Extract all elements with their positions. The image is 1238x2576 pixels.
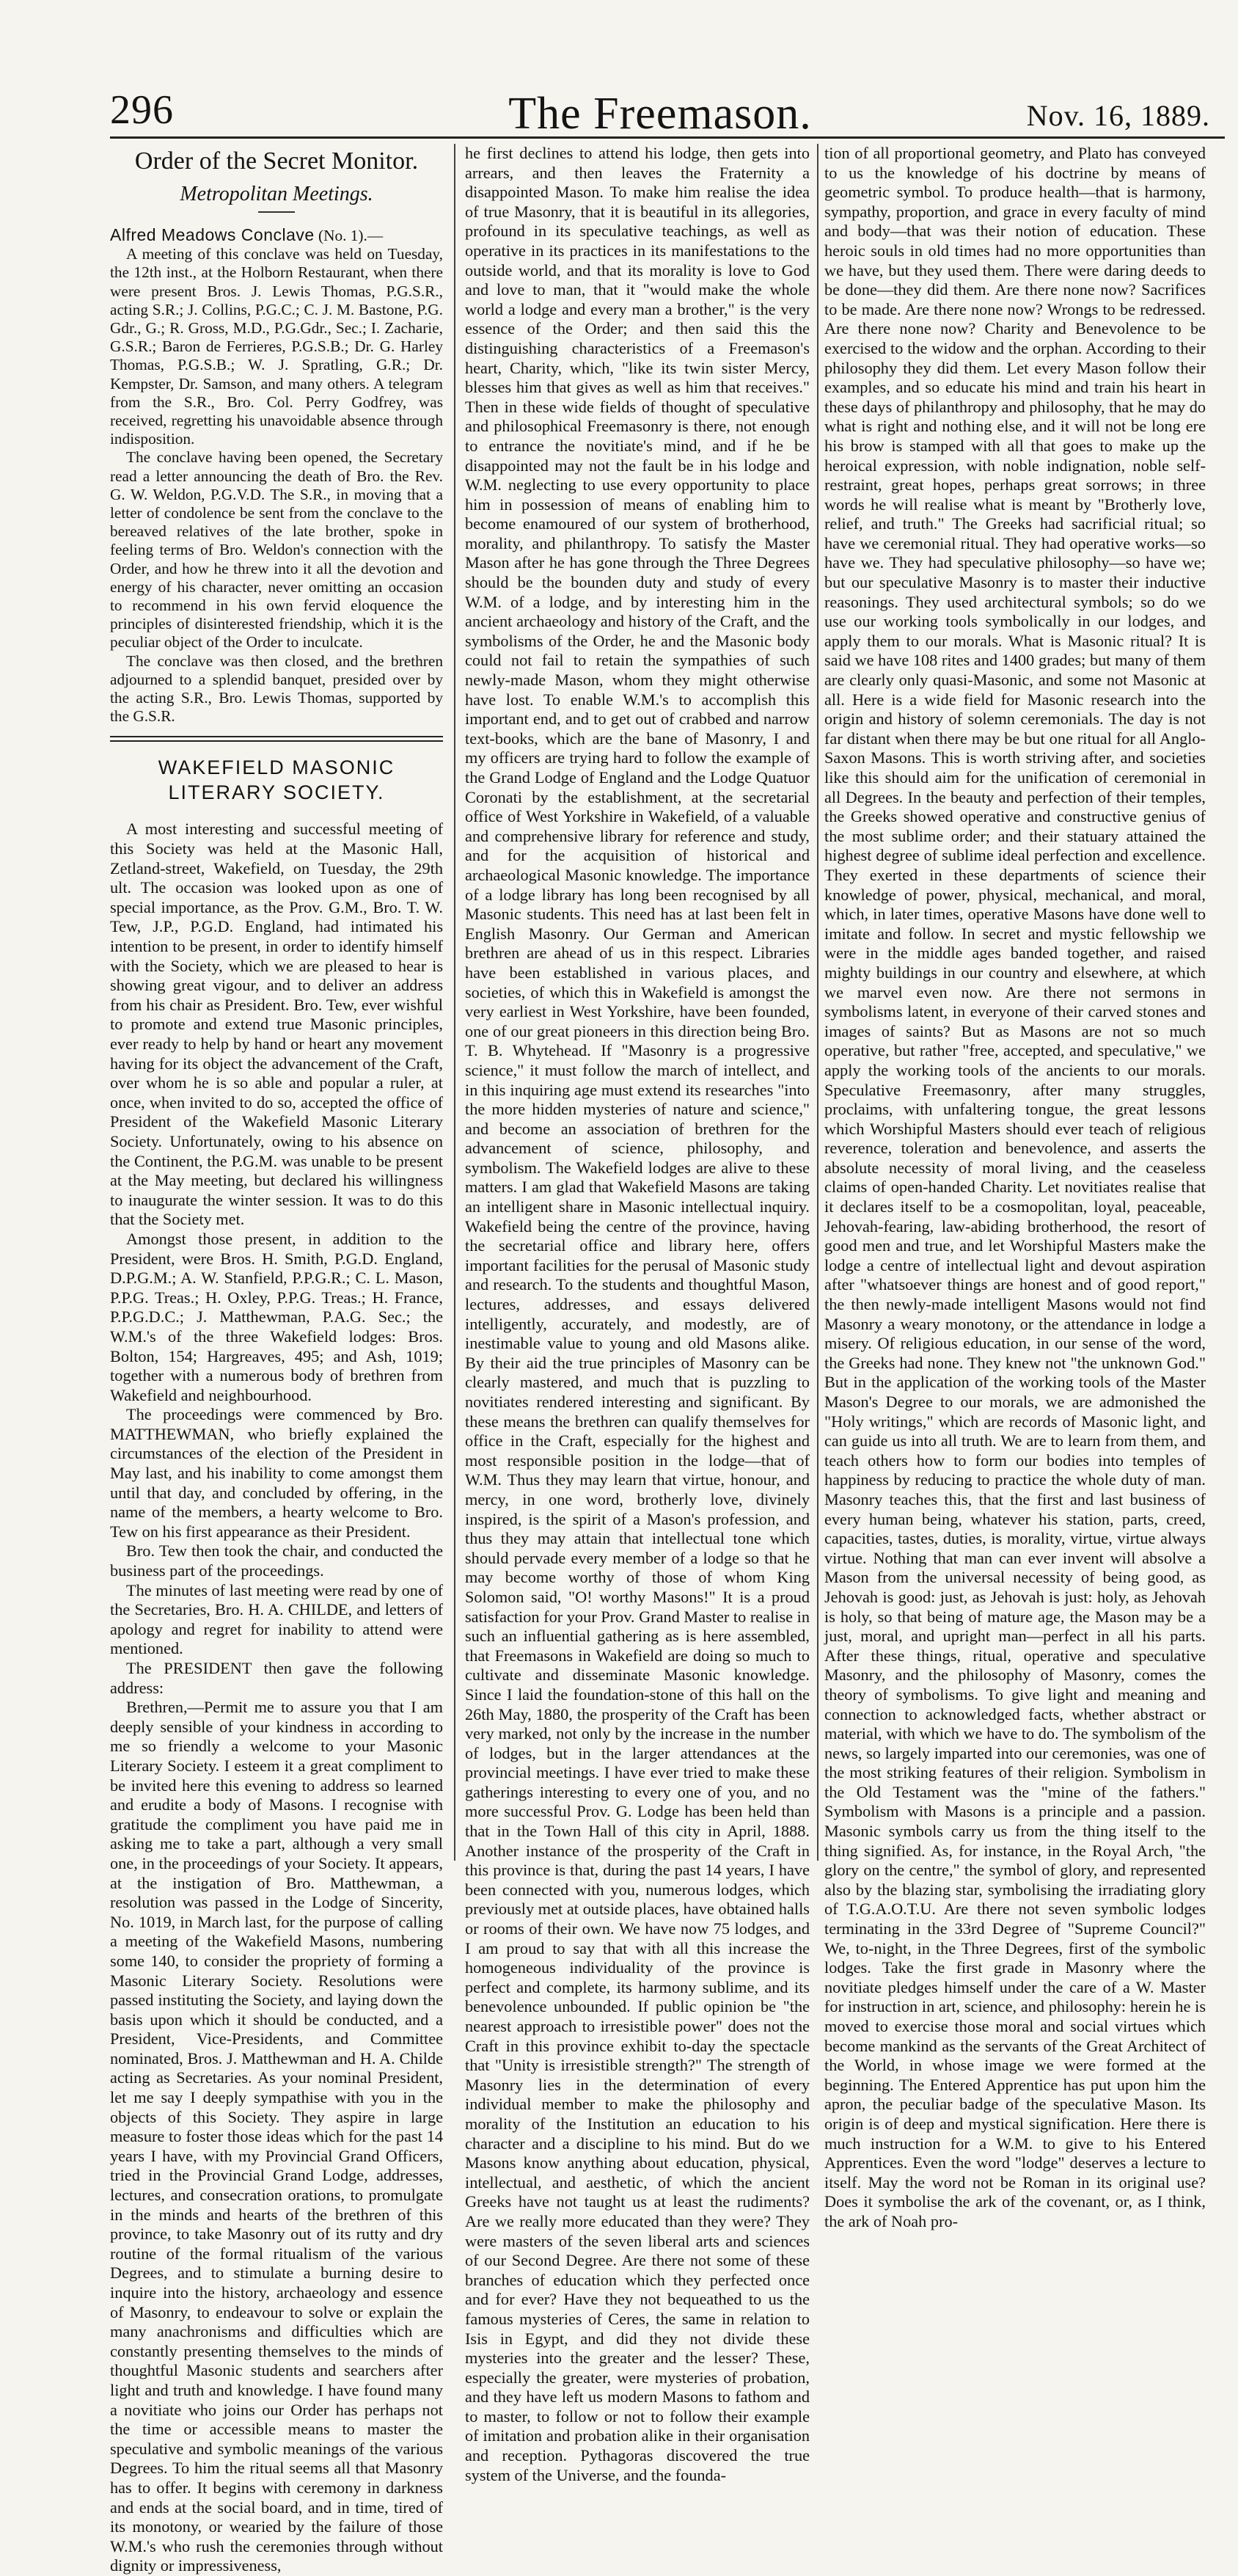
page-number: 296 (110, 87, 174, 133)
short-rule (258, 211, 295, 213)
section-subtitle: Metropolitan Meetings. (180, 183, 373, 205)
column-3 (824, 144, 1206, 2230)
header-rule (110, 136, 1225, 139)
report-intro (110, 226, 443, 245)
column-divider (454, 144, 455, 1861)
paragraph: The conclave was then closed, and the brethren adjourned to a splendid banquet, presided over by the acting S.R., Bro. Lewis Thomas, supported by the G.S.R. (110, 652, 443, 726)
publication-title: The Freemason. (508, 89, 812, 139)
paragraph: A meeting of this conclave was held on Tuesday, the 12th inst., at the Holborn Restaurant, when there were present Bros. J. Lewis Thomas, P.G.S.R., acting S.R.; J. Collins, P.G.C.; C. J. M. Bastone, P.G. Gdr., G.; R. Gross, M.D., P.G.Gdr., Sec.; I. Zacharie, G.S.R.; Baron de Ferrieres, P.G.S.B.; Dr. G. Harley Thomas, P.G.S.B.; W. J. Spratling, G.R.; Dr. Kempster, Dr. Samson, and many others. A telegram from the S.R., Bro. Col. Perry Godfrey, was received, regretting his unavoidable absence through indisposition. (110, 245, 443, 448)
paragraph: tion of all proportional geometry, and Plato has conveyed to us the knowledge of his doctrine by means of geometric symbol. To produce health—that is harmony, sympathy, proportion, and grace in every faculty of mind and body—that was their notion of education. These heroic souls in old times had no more opportunities than we have, but they used them. There were daring deeds to be done—they did them. Are there none now? Sacrifices to be made. Are there none now? Wrongs to be redressed. Are there none now? Charity and Benevolence to be exercised to the widow and the orphan. According to their philosophy they did them. Let every Mason follow their examples, and so educate his mind and train his heart in these days of philanthropy and philosophy, that he may do what is right and nothing else, and it will not be long ere his brow is stamped with all that goes to make up the heroical expression, with noble indignation, noble self-restraint, great hopes, perhaps great sorrows; in three words he will realise what is meant by "Brotherly love, relief, and truth." The Greeks had sacrificial ritual; so have we ceremonial ritual. They had operative works—so have we. They had speculative philosophy—so have we; but our speculative Masonry is to master their inductive reasonings. They used architectural symbols; so do we use our working tools symbolically in our lodges, and apply them to our morals. What is Masonic ritual? It is said we have 108 rites and 1400 grades; but many of them are clearly only quasi-Masonic, and some not Masonic at all. Here is a wide field for Masonic research into the origin and history of solemn ceremonials. The day is not far distant when there may be but one ritual for all Anglo-Saxon Masons. This is worth striving after, and societies like this should aim for the unification of ceremonial in all Degrees. In the beauty and perfection of their temples, the Greeks showed operative and constructive genius of the most sublime order; and their statuary attained the highest degree of sublime ideal perfection and excellence. They exerted in these departments of science their knowledge of power, physical, mechanical, and moral, which, in later times, operative Masons have done well to imitate and follow. In secret and mystic fellowship we were in the middle ages banded together, and raised mighty buildings in our country and elsewhere, at which we marvel even now. Are there not sermons in symbolisms latent, in everyone of their carved stones and images of saints? But as Masons are not so much operative, but rather "free, accepted, and speculative," we apply the working tools of the ancients to our morals. Speculative Freemasonry, after many struggles, proclaims, with unfaltering tongue, the great lessons which Worshipful Masters should ever teach of religious reverence, toleration and benevolence, and asserts the absolute necessity of moral living, and the ceaseless claims of open-handed Charity. Let novitiates realise that it declares itself to be a cosmopolitan, loyal, peaceable, Jehovah-fearing, law-abiding brotherhood, the resort of good men and true, and let Worshipful Masters make the lodge a centre of intellectual light and devout aspiration after "whatsoever things are honest and of good report," the then newly-made intelligent Masons would not find Masonry a weary monotony, or the attendance in lodge a misery. Of religious education, in our sense of the word, the Greeks had none. They knew not "the unknown God." But in the application of the working tools of the Master Mason's Degree to our morals, we are admonished the "Holy writings," which are records of Masonic light, and can guide us into all truth. We are to learn from them, and teach others how to form our bodies into temples of happiness by reducing to practice the whole duty of man. Masonry teaches this, that the first and last business of every human being, whatever his station, parts, creed, capacities, tastes, duties, is morality, virtue, virtue always virtue. Nothing that man can ever invent will absolve a Mason from the universal necessity of being good, as Jehovah is good: just, as Jehovah is just: holy, as Jehovah is holy, so that being of mature age, the Mason may be a just, moral, and upright man—perfect in all his parts. After these things, ritual, operative and speculative Masonry, and the philosophy of Masonry, comes the theory of symbolisms. To give light and meaning and connection to acknowledged facts, whether abstract or material, with which we have to do. The symbolism of the news, so largely imparted into our ceremonies, was one of the most striking features of their religion. Symbolism in the Old Testament was the "mine of the fathers." Symbolism with Masons is a principle and a passion. Masonic symbols carry us from the thing itself to the thing signified. As, for instance, in the Royal Arch, "the glory on the centre," the symbol of glory, and represented also by the blazing star, symbolising the irradiating glory of T.G.A.O.T.U. Are there not seven symbolic lodges terminating in the 33rd Degree of "Supreme Council?" We, to-night, in the Three Degrees, first of the symbolic lodges. Take the first grade in Masonry where the novitiate pledges himself under the care of a W. Master for instruction in art, science, and philosophy: herein he is moved to exercise those moral and social virtues which become mankind as the servants of the Great Architect of the World, in whose image we were formed at the beginning. The Entered Apprentice has put upon him the apron, the peculiar badge of the speculative Mason. Its origin is of deep and mystical signification. Here there is much instruction for a W.M. to give to his Entered Apprentices. Even the word "lodge" deserves a lecture to itself. May the word not be Roman in its original use? Does it symbolise the ark of the covenant, or, as I think, the ark of Noah pro- (824, 144, 1206, 2230)
paragraph: Bro. Tew then took the chair, and conducted the business part of the proceedings. (110, 1541, 443, 1580)
paragraph: Amongst those present, in addition to the President, were Bros. H. Smith, P.G.D. England, D.P.G.M.; A. W. Stanfield, P.P.G.R.; C. L. Mason, P.P.G. Treas.; H. Oxley, P.P.G. Treas.; H. France, P.P.G.D.C.; J. Matthewman, P.A.G. Sec.; the W.M.'s of the three Wakefield lodges: Bros. Bolton, 154; Hargreaves, 495; and Ash, 1019; together with a numerous body of brethren from Wakefield and neighbourhood. (110, 1229, 443, 1404)
column-1 (110, 144, 443, 2575)
article-title: WAKEFIELD MASONIC LITERARY SOCIETY. (158, 756, 395, 804)
paragraph: The minutes of last meeting were read by one of the Secretaries, Bro. H. A. CHILDE, and letters of apology and regret for inability to attend were mentioned. (110, 1580, 443, 1658)
paragraph: The proceedings were commenced by Bro. MATTHEWMAN, who briefly explained the circumstances of the election of the President in May last, and his inability to come amongst them until that day, and concluded by offering, in the name of the members, a hearty welcome to Bro. Tew on his first appearance as their President. (110, 1405, 443, 1541)
paragraph: he first declines to attend his lodge, then gets into arrears, and then leaves the Fraternity a disappointed Mason. To make him realise the idea of true Masonry, that it is beautiful in its allegories, profound in its speculative teachings, as well as operative in its practices in its manifestations to the outside world, and that its morality is love to God and love to man, that it "would make the whole world a lodge and every man a brother," is the very essence of the Order; and then said this the distinguishing characteristics of a Freemason's heart, Charity, which, "like its twin sister Mercy, blesses him that gives as well as him that receives." Then in these wide fields of thought of speculative and philosophical Freemasonry is there, not enough to entrance the novitiate's mind, and if he be disappointed may not the fault be in his lodge and W.M. neglecting to use every opportunity to place him in possession of means of enabling him to become enamoured of our system of brotherhood, morality, and philanthropy. To satisfy the Master Mason after he has gone through the Three Degrees should be the bounden duty and study of every W.M. of a lodge, and by interesting him in the ancient archaeology and history of the Craft, and the symbolisms of the Order, he and the Masonic body could not fail to retain the sympathies of such newly-made Mason, whom they might otherwise have lost. To enable W.M.'s to accomplish this important end, and to get out of crabbed and narrow text-books, which are the bane of Masonry, I and my officers are trying hard to follow the example of the Grand Lodge of England and the Lodge Quatuor Coronati by the establishment, at the secretarial office of West Yorkshire in Wakefield, of a valuable and comprehensive library for reference and study, and for the acquisition of historical and archaeological Masonic knowledge. The importance of a lodge library has long been recognised by all Masonic students. This need has at last been felt in English Masonry. Our German and American brethren are ahead of us in this respect. Libraries have been established in various places, and societies, of which this in Wakefield is amongst the very earliest in West Yorkshire, have been founded, one of our great pioneers in this direction being Bro. T. B. Whytehead. If "Masonry is a progressive science," it must follow the march of intellect, and in this inquiring age must extend its researches "into the more hidden mysteries of nature and science," and become an association of brethren for the advancement of science, philosophy, and symbolism. The Wakefield lodges are alive to these matters. I am glad that Wakefield Masons are taking an intelligent share in Masonic intellectual inquiry. Wakefield being the centre of the province, having the secretarial office and library here, offers important facilities for the perusal of Masonic study and research. To the students and thoughtful Mason, lectures, addresses, and essays delivered intelligently, accurately, and modestly, are of inestimable value to young and old Masons alike. By their aid the true principles of Masonry can be clearly mastered, and much that is puzzling to novitiates rendered interesting and significant. By these means the brethren can qualify themselves for office in the Craft, especially for the highest and most responsible position in the lodge—that of W.M. Thus they may learn that virtue, honour, and mercy, in one word, brotherly love, divinely inspired, is the spirit of a Mason's profession, and thus they may attain that intellectual tone which should pervade every member of a lodge so that he may become worthy of those of whom King Solomon said, "O! worthy Masons!" It is a proud satisfaction for your Prov. Grand Master to realise in such an influential gathering as is here assembled, that Freemasons in Wakefield are doing so much to cultivate and disseminate Masonic knowledge. Since I laid the foundation-stone of this hall on the 26th May, 1880, the prosperity of the Craft has been very marked, not only by the increase in the number of lodges, but in the larger attendances at the provincial meetings. I have ever tried to make these gatherings interesting to every one of you, and no more successful Prov. G. Lodge has been held than that in the Town Hall of this city in April, 1888. Another instance of the prosperity of the Craft in this province is that, during the past 14 years, I have been connected with you, numerous lodges, which previously met at outside places, have obtained halls or rooms of their own. We have now 75 lodges, and I am proud to say that with all this increase the homogeneous individuality of the province is perfect and complete, its harmony sublime, and its benevolence unbounded. If public opinion be "the nearest approach to irresistible power" does not the Craft in this province exhibit to-day the spectacle that "Unity is irresistible strength?" The strength of Masonry lies in the determination of every individual member to make the philosophy and morality of the Institution an education to his character and a discipline to his mind. But do we Masons know anything about education, physical, intellectual, and aesthetic, of which the ancient Greeks have not taught us at least the rudiments? Are we really more educated than they were? They were masters of the seven liberal arts and sciences of our Second Degree. Are there not some of these branches of education which they perfected once and for ever? Have they not bequeathed to us the famous mysteries of Ceres, the same in relation to Isis in Egypt, and did they not divide these mysteries into the greater and the lesser? These, especially the greater, were mysteries of probation, and they have left us modern Masons to fathom and to master, to follow or not to follow their example of imitation and probation alike in their organisation and reception. Pythagoras discovered the true system of the Universe, and the founda- (465, 144, 810, 2484)
issue-date: Nov. 16, 1889. (1026, 99, 1210, 132)
paragraph: The conclave having been opened, the Secretary read a letter announcing the death of Bro. the Rev. G. W. Weldon, P.G.V.D. The S.R., in moving that a letter of condolence be sent from the conclave to the bereaved relatives of the late brother, spoke in feeling terms of Bro. Weldon's connection with the Order, and how he threw into it all the devotion and energy of his character, never omitting an occasion to recommend in his own fervid eloquence the principles of disinterested friendship, which it is the peculiar object of the Order to inculcate. (110, 448, 443, 652)
column-2 (465, 144, 810, 2484)
paragraph: The PRESIDENT then gave the following address: (110, 1659, 443, 1697)
section-title: Order of the Secret Monitor. (134, 147, 419, 175)
article-separator (110, 736, 443, 742)
paragraph: Brethren,—Permit me to assure you that I am deeply sensible of your kindness in according to me so friendly a welcome to your Masonic Literary Society. I esteem it a great compliment to be invited here this evening to address so learned and erudite a body of Masons. I recognise with gratitude the compliment you have paid me in asking me to take a part, although a very small one, in the proceedings of your Society. It appears, at the instigation of Bro. Matthewman, a resolution was passed in the Lodge of Sincerity, No. 1019, in March last, for the purpose of calling a meeting of the Wakefield Masons, numbering some 140, to consider the propriety of forming a Masonic Literary Society. Resolutions were passed instituting the Society, and laying down the basis upon which it should be conducted, and a President, Vice-Presidents, and Committee nominated, Bros. J. Matthewman and H. A. Childe acting as Secretaries. As your nominal President, let me say I deeply sympathise with you in the objects of this Society. They aspire in large measure to foster those ideas which for the past 14 years I have, with my Provincial Grand Officers, tried in the Provincial Grand Lodge, addresses, lectures, and consecration orations, to promulgate in the minds and hearts of the brethren of this province, to take Masonry out of its rutty and dry routine of the formal ritualism of the various Degrees, and to stimulate a burning desire to inquire into the history, archaeology and essence of Masonry, to endeavour to solve or explain the many anachronisms and difficulties which are constantly presenting themselves to the minds of thoughtful Masonic students and searchers after light and truth and knowledge. I have found many a novitiate who joins our Order has perhaps not the time or accessible means to master the speculative and symbolic meanings of the various Degrees. To him the ritual seems all that Masonry has to offer. It begins with ceremony in darkness and ends at the social board, and in time, tired of its monotony, or wearied by the failure of those W.M.'s who rush the ceremonies through without dignity or impressiveness, (110, 1698, 443, 2575)
paragraph: A most interesting and successful meeting of this Society was held at the Masonic Hall, Zetland-street, Wakefield, on Tuesday, the 29th ult. The occasion was looked upon as one of special importance, as the Prov. G.M., Bro. T. W. Tew, J.P., P.G.D. England, had intimated his intention to be present, in order to identify himself with the Society, which we are pleased to hear is showing great vigour, and to deliver an address from his chair as President. Bro. Tew, ever wishful to promote and extend true Masonic principles, ever ready to help by hand or heart any movement having for its object the advancement of the Craft, over whom he is so able and popular a ruler, at once, when invited to do so, accepted the office of President of the Wakefield Masonic Literary Society. Unfortunately, owing to his absence on the Continent, the P.G.M. was unable to be present at the May meeting, but declared his willingness to inaugurate the winter session. It was to do this that the Society met. (110, 820, 443, 1229)
report-number: (No. 1).— (314, 227, 384, 244)
column-divider (817, 144, 818, 1861)
report-heading: Alfred Meadows Conclave (110, 225, 315, 244)
